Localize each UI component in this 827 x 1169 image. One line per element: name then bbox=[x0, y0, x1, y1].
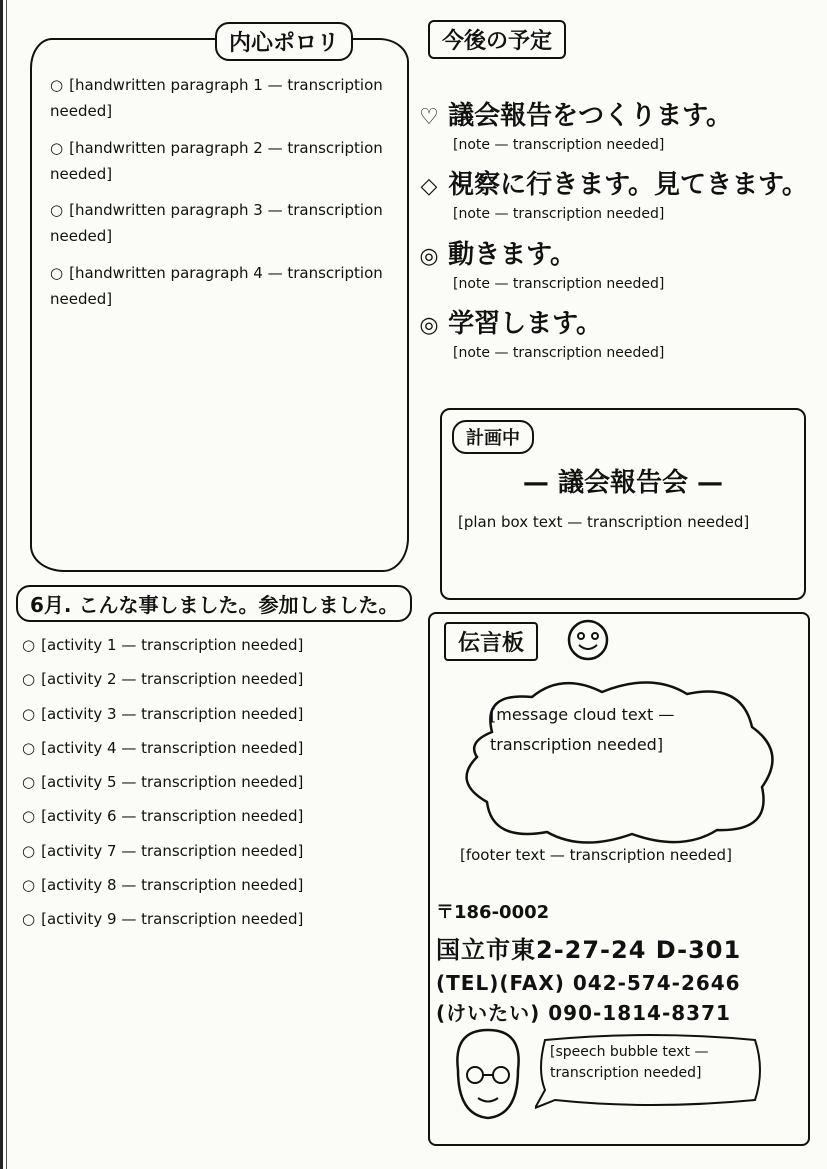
activity-item: ○ [activity 9 — transcription needed] bbox=[22, 906, 412, 932]
activity-item: ○ [activity 6 — transcription needed] bbox=[22, 803, 412, 829]
plan-item bbox=[415, 234, 815, 295]
plan-box-text: [plan box text — transcription needed] bbox=[458, 513, 750, 531]
activity-item: ○ [activity 8 — transcription needed] bbox=[22, 872, 412, 898]
thought-paragraph: ○ [handwritten paragraph 3 — transcription needed] bbox=[50, 197, 390, 250]
plan-note: [note — transcription needed] bbox=[453, 137, 665, 153]
plan-heading: 議会報告をつくります。 bbox=[448, 101, 733, 131]
heart-icon: ♡ bbox=[419, 105, 439, 130]
diamond-icon: ◇ bbox=[420, 174, 438, 200]
smiley-icon bbox=[566, 618, 610, 662]
message-footer bbox=[460, 842, 790, 878]
speech-text bbox=[550, 1042, 750, 1094]
plan-note: [note — transcription needed] bbox=[453, 275, 665, 292]
cloud-text bbox=[490, 700, 760, 771]
inner-thoughts-title: 内心ポロリ bbox=[215, 22, 353, 61]
plan-item bbox=[415, 303, 815, 364]
mobile-number: (けいたい) 090-1814-8371 bbox=[436, 1001, 731, 1025]
june-activities-title: 6月. こんな事しました。参加しました。 bbox=[16, 585, 412, 622]
cloud-text-content: [message cloud text — transcription needed] bbox=[490, 705, 675, 755]
address: 国立市東2-27-24 D-301 bbox=[436, 936, 742, 964]
activity-item: ○ [activity 5 — transcription needed] bbox=[22, 769, 412, 795]
inner-thoughts-body bbox=[50, 72, 390, 322]
plan-box-body bbox=[458, 462, 788, 545]
thought-paragraph: ○ [handwritten paragraph 4 — transcription needed] bbox=[50, 260, 390, 313]
plan-box-title: — 議会報告会 — bbox=[522, 468, 724, 498]
message-footer-text: [footer text — transcription needed] bbox=[460, 846, 732, 864]
thought-paragraph: ○ [handwritten paragraph 2 — transcription needed] bbox=[50, 135, 390, 188]
contact-block bbox=[436, 898, 798, 1028]
plan-item bbox=[415, 164, 815, 225]
postal-code: 〒186-0002 bbox=[436, 902, 550, 923]
plan-note: [note — transcription needed] bbox=[453, 206, 665, 223]
june-activities-list bbox=[22, 632, 412, 940]
binding-edge bbox=[0, 0, 14, 1169]
future-plans-title: 今後の予定 bbox=[428, 20, 566, 59]
bullet-icon: ◎ bbox=[419, 313, 439, 339]
future-plans-list bbox=[415, 95, 815, 373]
plan-note: [note — transcription needed] bbox=[453, 345, 665, 362]
tel-fax: (TEL)(FAX) 042-574-2646 bbox=[436, 971, 741, 995]
activity-item: ○ [activity 7 — transcription needed] bbox=[22, 838, 412, 864]
plan-heading: 学習します。 bbox=[448, 309, 603, 340]
message-board-tag: 伝言板 bbox=[444, 622, 538, 661]
activity-item: ○ [activity 1 — transcription needed] bbox=[22, 632, 412, 658]
person-illustration bbox=[438, 1020, 538, 1130]
thought-paragraph: ○ [handwritten paragraph 1 — transcription needed] bbox=[50, 72, 390, 125]
plan-heading: 動きます。 bbox=[448, 239, 577, 270]
activity-item: ○ [activity 2 — transcription needed] bbox=[22, 666, 412, 692]
plan-box-tag: 計画中 bbox=[452, 420, 534, 454]
bullet-icon: ◎ bbox=[419, 243, 439, 269]
activity-item: ○ [activity 4 — transcription needed] bbox=[22, 735, 412, 761]
speech-text-content: [speech bubble text — transcription needed] bbox=[550, 1044, 709, 1081]
plan-box-title-text: 議会報告会 bbox=[557, 468, 688, 498]
plan-heading: 視察に行きます。見てきます。 bbox=[448, 170, 808, 201]
plan-item bbox=[415, 95, 815, 156]
activity-item: ○ [activity 3 — transcription needed] bbox=[22, 701, 412, 727]
